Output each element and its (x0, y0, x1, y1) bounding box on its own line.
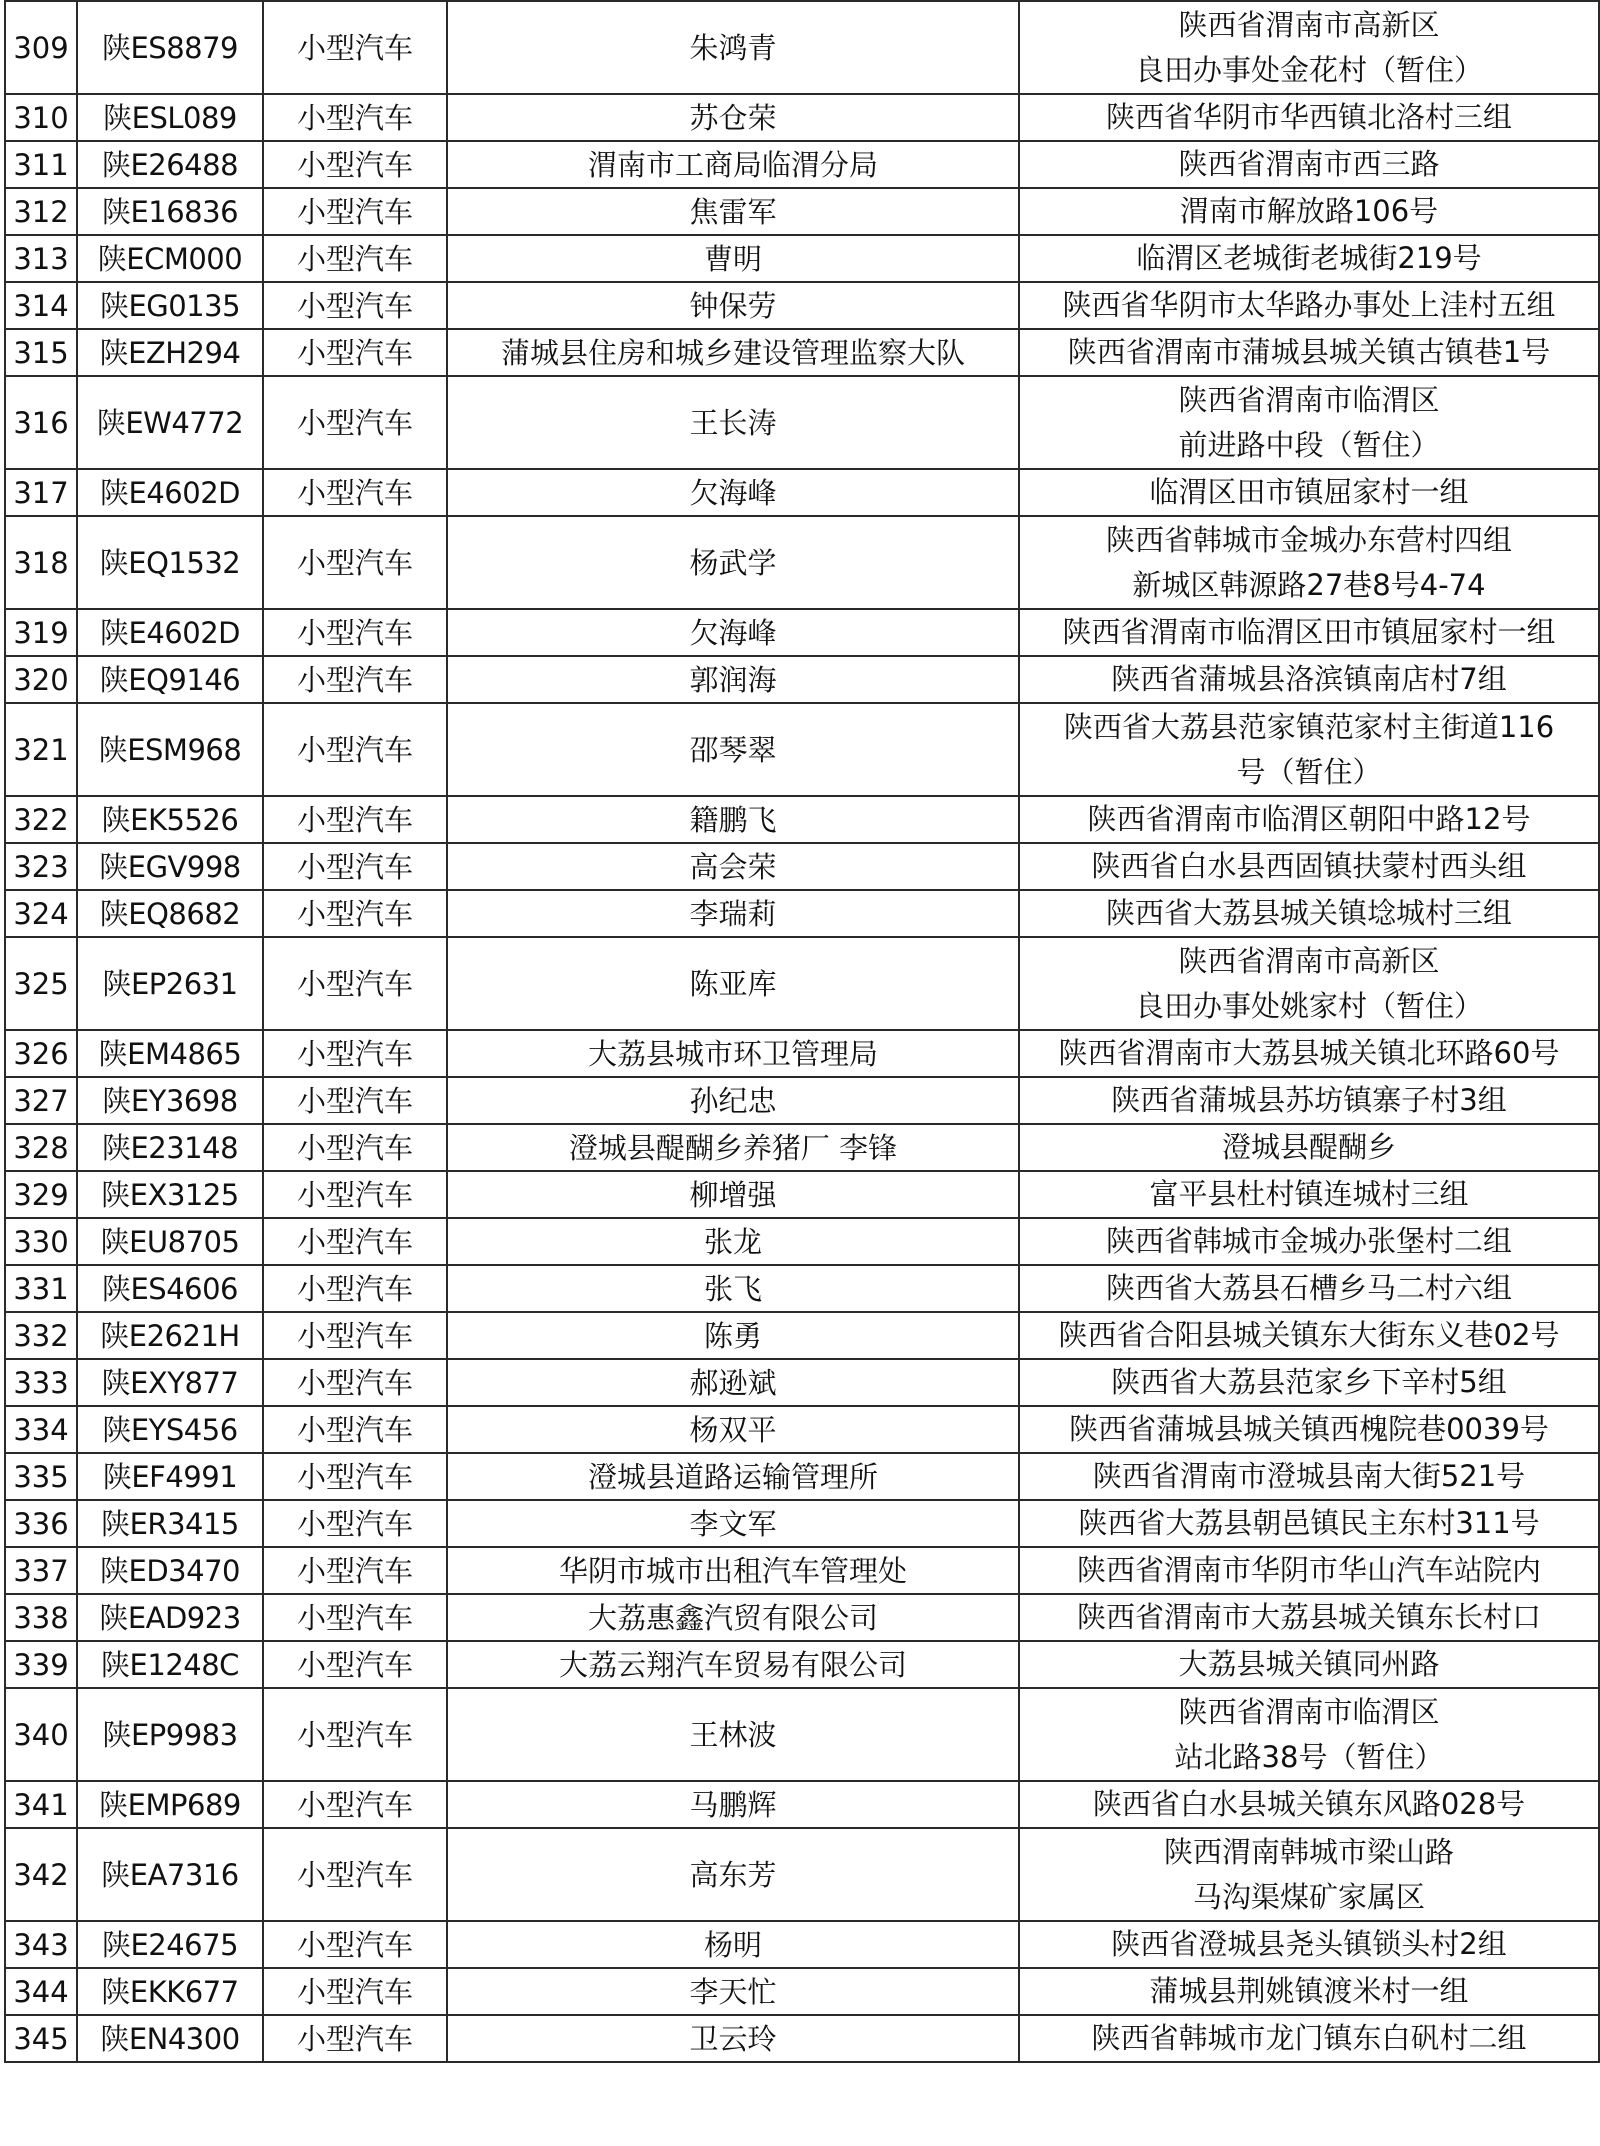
address-line: 陕西省白水县城关镇东风路028号 (1092, 1787, 1526, 1821)
table-row (5, 1921, 1599, 1968)
address-line: 陕西省渭南市临渭区 (1178, 382, 1440, 417)
address-line: 陕西省大荔县石槽乡马二村六组 (1105, 1271, 1512, 1305)
address-line: 陕西省渭南市高新区 (1178, 943, 1440, 978)
address-cell (1019, 1312, 1599, 1359)
plate-number: 陕ECM000 (77, 235, 263, 282)
address-cell (1019, 329, 1599, 376)
vehicle-type: 小型汽车 (263, 703, 447, 796)
address-line: 蒲城县荆姚镇渡米村一组 (1149, 1974, 1469, 2008)
address-cell (1019, 141, 1599, 188)
table-row (5, 1688, 1599, 1781)
row-number: 314 (5, 282, 77, 329)
owner-name: 柳增强 (447, 1171, 1019, 1218)
vehicle-type: 小型汽车 (263, 469, 447, 516)
table-row (5, 1359, 1599, 1406)
plate-number: 陕E2621H (77, 1312, 263, 1359)
owner-name: 焦雷军 (447, 188, 1019, 235)
address-line: 富平县杜村镇连城村三组 (1149, 1177, 1469, 1211)
vehicle-type: 小型汽车 (263, 1453, 447, 1500)
address-line: 陕西省华阴市太华路办事处上洼村五组 (1062, 288, 1556, 322)
vehicle-type: 小型汽车 (263, 1781, 447, 1828)
owner-name: 张龙 (447, 1218, 1019, 1265)
vehicle-type: 小型汽车 (263, 1921, 447, 1968)
plate-number: 陕EYS456 (77, 1406, 263, 1453)
row-number: 326 (5, 1030, 77, 1077)
owner-name: 邵琴翠 (447, 703, 1019, 796)
row-number: 327 (5, 1077, 77, 1124)
table-row (5, 282, 1599, 329)
plate-number: 陕E23148 (77, 1124, 263, 1171)
plate-number: 陕EM4865 (77, 1030, 263, 1077)
plate-number: 陕E4602D (77, 609, 263, 656)
table-row (5, 1641, 1599, 1688)
owner-name: 苏仓荣 (447, 94, 1019, 141)
address-cell (1019, 376, 1599, 469)
vehicle-table-body (5, 1, 1599, 2062)
plate-number: 陕ESL089 (77, 94, 263, 141)
address-cell (1019, 1218, 1599, 1265)
vehicle-type: 小型汽车 (263, 329, 447, 376)
address-cell (1019, 235, 1599, 282)
row-number: 313 (5, 235, 77, 282)
address-cell (1019, 937, 1599, 1030)
owner-name: 陈亚库 (447, 937, 1019, 1030)
table-row (5, 1968, 1599, 2015)
table-row (5, 609, 1599, 656)
plate-number: 陕EQ8682 (77, 890, 263, 937)
row-number: 340 (5, 1688, 77, 1781)
address-line: 良田办事处金花村（暂住） (1134, 52, 1483, 87)
vehicle-type: 小型汽车 (263, 1030, 447, 1077)
address-line: 渭南市解放路106号 (1179, 194, 1439, 228)
table-row (5, 1171, 1599, 1218)
table-row (5, 1030, 1599, 1077)
address-line: 陕西省韩城市金城办东营村四组 (1105, 522, 1512, 557)
address-cell (1019, 2015, 1599, 2062)
address-line: 陕西省渭南市澄城县南大街521号 (1092, 1459, 1526, 1493)
table-row (5, 1453, 1599, 1500)
vehicle-type: 小型汽车 (263, 890, 447, 937)
vehicle-type: 小型汽车 (263, 1171, 447, 1218)
address-line: 陕西省蒲城县洛滨镇南店村7组 (1111, 662, 1507, 696)
table-row (5, 1312, 1599, 1359)
owner-name: 曹明 (447, 235, 1019, 282)
row-number: 339 (5, 1641, 77, 1688)
row-number: 316 (5, 376, 77, 469)
vehicle-type: 小型汽车 (263, 188, 447, 235)
vehicle-type: 小型汽车 (263, 1641, 447, 1688)
row-number: 325 (5, 937, 77, 1030)
owner-name: 澄城县道路运输管理所 (447, 1453, 1019, 1500)
row-number: 310 (5, 94, 77, 141)
table-row (5, 141, 1599, 188)
address-line: 临渭区老城街老城街219号 (1136, 241, 1482, 275)
table-row (5, 188, 1599, 235)
address-cell (1019, 1968, 1599, 2015)
owner-name: 杨明 (447, 1921, 1019, 1968)
owner-name: 大荔惠鑫汽贸有限公司 (447, 1594, 1019, 1641)
plate-number: 陕EQ9146 (77, 656, 263, 703)
row-number: 309 (5, 1, 77, 94)
row-number: 311 (5, 141, 77, 188)
address-line: 临渭区田市镇屈家村一组 (1149, 475, 1469, 509)
vehicle-type: 小型汽车 (263, 376, 447, 469)
table-row (5, 937, 1599, 1030)
vehicle-type: 小型汽车 (263, 1547, 447, 1594)
address-cell (1019, 1828, 1599, 1921)
owner-name: 陈勇 (447, 1312, 1019, 1359)
row-number: 328 (5, 1124, 77, 1171)
vehicle-type: 小型汽车 (263, 1, 447, 94)
vehicle-type: 小型汽车 (263, 1968, 447, 2015)
address-cell (1019, 282, 1599, 329)
plate-number: 陕EGV998 (77, 843, 263, 890)
address-line: 澄城县醍醐乡 (1221, 1130, 1396, 1164)
table-row (5, 1781, 1599, 1828)
address-cell (1019, 1171, 1599, 1218)
address-cell (1019, 516, 1599, 609)
address-line: 陕西省澄城县尧头镇锁头村2组 (1111, 1927, 1507, 1961)
address-cell (1019, 1641, 1599, 1688)
address-line: 陕西省渭南市蒲城县城关镇古镇巷1号 (1067, 335, 1551, 369)
address-line: 站北路38号（暂住） (1174, 1739, 1444, 1774)
vehicle-type: 小型汽车 (263, 141, 447, 188)
address-line: 陕西省大荔县范家乡下辛村5组 (1111, 1365, 1507, 1399)
table-row (5, 796, 1599, 843)
plate-number: 陕EA7316 (77, 1828, 263, 1921)
table-row (5, 1500, 1599, 1547)
vehicle-type: 小型汽车 (263, 1359, 447, 1406)
owner-name: 郭润海 (447, 656, 1019, 703)
owner-name: 高东芳 (447, 1828, 1019, 1921)
row-number: 324 (5, 890, 77, 937)
address-cell (1019, 1359, 1599, 1406)
vehicle-type: 小型汽车 (263, 1218, 447, 1265)
row-number: 332 (5, 1312, 77, 1359)
plate-number: 陕E26488 (77, 141, 263, 188)
owner-name: 卫云玲 (447, 2015, 1019, 2062)
table-row (5, 1406, 1599, 1453)
table-row (5, 656, 1599, 703)
plate-number: 陕EP9983 (77, 1688, 263, 1781)
plate-number: 陕EP2631 (77, 937, 263, 1030)
vehicle-type: 小型汽车 (263, 1688, 447, 1781)
vehicle-type: 小型汽车 (263, 1265, 447, 1312)
address-cell (1019, 1781, 1599, 1828)
owner-name: 李瑞莉 (447, 890, 1019, 937)
owner-name: 李天忙 (447, 1968, 1019, 2015)
table-row (5, 1547, 1599, 1594)
row-number: 333 (5, 1359, 77, 1406)
row-number: 337 (5, 1547, 77, 1594)
address-line: 良田办事处姚家村（暂住） (1134, 988, 1483, 1023)
address-cell (1019, 1265, 1599, 1312)
address-line: 陕西省大荔县城关镇埝城村三组 (1105, 896, 1512, 930)
owner-name: 华阴市城市出租汽车管理处 (447, 1547, 1019, 1594)
vehicle-type: 小型汽车 (263, 516, 447, 609)
address-line: 陕西省渭南市大荔县城关镇东长村口 (1076, 1600, 1541, 1634)
address-cell (1019, 796, 1599, 843)
owner-name: 大荔县城市环卫管理局 (447, 1030, 1019, 1077)
address-line: 陕西省白水县西固镇扶蒙村西头组 (1091, 849, 1527, 883)
address-line: 陕西省渭南市华阴市华山汽车站院内 (1076, 1553, 1541, 1587)
address-line: 大荔县城关镇同州路 (1178, 1647, 1440, 1681)
row-number: 322 (5, 796, 77, 843)
address-line: 陕西省渭南市西三路 (1178, 147, 1440, 181)
owner-name: 欠海峰 (447, 609, 1019, 656)
owner-name: 渭南市工商局临渭分局 (447, 141, 1019, 188)
address-cell (1019, 1453, 1599, 1500)
owner-name: 郝逊斌 (447, 1359, 1019, 1406)
address-line: 马沟渠煤矿家属区 (1192, 1879, 1425, 1914)
table-row (5, 703, 1599, 796)
plate-number: 陕EG0135 (77, 282, 263, 329)
row-number: 344 (5, 1968, 77, 2015)
row-number: 321 (5, 703, 77, 796)
owner-name: 王林波 (447, 1688, 1019, 1781)
address-line: 陕西省渭南市高新区 (1178, 7, 1440, 42)
address-cell (1019, 1, 1599, 94)
plate-number: 陕EY3698 (77, 1077, 263, 1124)
row-number: 320 (5, 656, 77, 703)
owner-name: 欠海峰 (447, 469, 1019, 516)
owner-name: 李文军 (447, 1500, 1019, 1547)
row-number: 338 (5, 1594, 77, 1641)
address-cell (1019, 656, 1599, 703)
table-row (5, 1218, 1599, 1265)
row-number: 329 (5, 1171, 77, 1218)
address-line: 陕西省韩城市金城办张堡村二组 (1105, 1224, 1512, 1258)
vehicle-type: 小型汽车 (263, 1500, 447, 1547)
vehicle-type: 小型汽车 (263, 282, 447, 329)
plate-number: 陕EAD923 (77, 1594, 263, 1641)
owner-name: 籍鹏飞 (447, 796, 1019, 843)
table-row (5, 469, 1599, 516)
address-cell (1019, 1030, 1599, 1077)
row-number: 335 (5, 1453, 77, 1500)
plate-number: 陕E4602D (77, 469, 263, 516)
vehicle-type: 小型汽车 (263, 94, 447, 141)
vehicle-table (4, 0, 1600, 2063)
address-line: 陕西省大荔县范家镇范家村主街道116 (1063, 709, 1555, 744)
plate-number: 陕ER3415 (77, 1500, 263, 1547)
table-row (5, 329, 1599, 376)
address-cell (1019, 94, 1599, 141)
plate-number: 陕E24675 (77, 1921, 263, 1968)
plate-number: 陕EF4991 (77, 1453, 263, 1500)
address-cell (1019, 1594, 1599, 1641)
row-number: 341 (5, 1781, 77, 1828)
vehicle-type: 小型汽车 (263, 1828, 447, 1921)
vehicle-type: 小型汽车 (263, 796, 447, 843)
plate-number: 陕EW4772 (77, 376, 263, 469)
plate-number: 陕EK5526 (77, 796, 263, 843)
plate-number: 陕EZH294 (77, 329, 263, 376)
plate-number: 陕EQ1532 (77, 516, 263, 609)
plate-number: 陕E1248C (77, 1641, 263, 1688)
table-row (5, 1828, 1599, 1921)
address-cell (1019, 843, 1599, 890)
owner-name: 张飞 (447, 1265, 1019, 1312)
table-row (5, 376, 1599, 469)
vehicle-type: 小型汽车 (263, 843, 447, 890)
vehicle-type: 小型汽车 (263, 1077, 447, 1124)
owner-name: 杨武学 (447, 516, 1019, 609)
address-cell (1019, 1547, 1599, 1594)
row-number: 343 (5, 1921, 77, 1968)
address-cell (1019, 1921, 1599, 1968)
address-cell (1019, 469, 1599, 516)
address-cell (1019, 1077, 1599, 1124)
address-cell (1019, 188, 1599, 235)
vehicle-type: 小型汽车 (263, 2015, 447, 2062)
owner-name: 朱鸿青 (447, 1, 1019, 94)
address-line: 陕西省蒲城县苏坊镇寨子村3组 (1111, 1083, 1507, 1117)
row-number: 342 (5, 1828, 77, 1921)
address-line: 陕西省渭南市大荔县城关镇北环路60号 (1058, 1036, 1560, 1070)
address-cell (1019, 1124, 1599, 1171)
row-number: 330 (5, 1218, 77, 1265)
plate-number: 陕EKK677 (77, 1968, 263, 2015)
row-number: 336 (5, 1500, 77, 1547)
address-line: 号（暂住） (1236, 754, 1382, 789)
vehicle-type: 小型汽车 (263, 609, 447, 656)
address-line: 陕西省渭南市临渭区朝阳中路12号 (1087, 802, 1531, 836)
plate-number: 陕E16836 (77, 188, 263, 235)
owner-name: 马鹏辉 (447, 1781, 1019, 1828)
address-line: 陕西省蒲城县城关镇西槐院巷0039号 (1069, 1412, 1549, 1446)
plate-number: 陕EN4300 (77, 2015, 263, 2062)
plate-number: 陕ES4606 (77, 1265, 263, 1312)
vehicle-type: 小型汽车 (263, 1312, 447, 1359)
table-row (5, 2015, 1599, 2062)
row-number: 334 (5, 1406, 77, 1453)
row-number: 319 (5, 609, 77, 656)
vehicle-type: 小型汽车 (263, 656, 447, 703)
owner-name: 杨双平 (447, 1406, 1019, 1453)
address-line: 陕西渭南韩城市梁山路 (1163, 1834, 1454, 1869)
address-cell (1019, 703, 1599, 796)
address-line: 新城区韩源路27巷8号4-74 (1132, 567, 1486, 602)
address-line: 陕西省合阳县城关镇东大街东义巷02号 (1058, 1318, 1560, 1352)
owner-name: 澄城县醍醐乡养猪厂 李锋 (447, 1124, 1019, 1171)
owner-name: 蒲城县住房和城乡建设管理监察大队 (447, 329, 1019, 376)
row-number: 323 (5, 843, 77, 890)
plate-number: 陕EU8705 (77, 1218, 263, 1265)
address-line: 陕西省渭南市临渭区田市镇屈家村一组 (1062, 615, 1556, 649)
plate-number: 陕EMP689 (77, 1781, 263, 1828)
address-line: 陕西省大荔县朝邑镇民主东村311号 (1078, 1506, 1540, 1540)
table-row (5, 843, 1599, 890)
table-row (5, 94, 1599, 141)
vehicle-type: 小型汽车 (263, 235, 447, 282)
table-row (5, 1265, 1599, 1312)
plate-number: 陕ES8879 (77, 1, 263, 94)
plate-number: 陕EX3125 (77, 1171, 263, 1218)
owner-name: 大荔云翔汽车贸易有限公司 (447, 1641, 1019, 1688)
vehicle-type: 小型汽车 (263, 1124, 447, 1171)
row-number: 345 (5, 2015, 77, 2062)
row-number: 315 (5, 329, 77, 376)
address-line: 前进路中段（暂住） (1178, 427, 1440, 462)
address-cell (1019, 1688, 1599, 1781)
table-row (5, 1, 1599, 94)
address-cell (1019, 609, 1599, 656)
owner-name: 王长涛 (447, 376, 1019, 469)
address-cell (1019, 1500, 1599, 1547)
plate-number: 陕EXY877 (77, 1359, 263, 1406)
owner-name: 孙纪忠 (447, 1077, 1019, 1124)
owner-name: 高会荣 (447, 843, 1019, 890)
row-number: 312 (5, 188, 77, 235)
address-line: 陕西省韩城市龙门镇东白矾村二组 (1091, 2021, 1527, 2055)
plate-number: 陕ED3470 (77, 1547, 263, 1594)
row-number: 318 (5, 516, 77, 609)
address-line: 陕西省渭南市临渭区 (1178, 1694, 1440, 1729)
table-row (5, 516, 1599, 609)
vehicle-type: 小型汽车 (263, 1594, 447, 1641)
vehicle-type: 小型汽车 (263, 1406, 447, 1453)
owner-name: 钟保劳 (447, 282, 1019, 329)
plate-number: 陕ESM968 (77, 703, 263, 796)
table-row (5, 235, 1599, 282)
row-number: 317 (5, 469, 77, 516)
row-number: 331 (5, 1265, 77, 1312)
table-row (5, 1077, 1599, 1124)
address-cell (1019, 1406, 1599, 1453)
address-line: 陕西省华阴市华西镇北洛村三组 (1105, 100, 1512, 134)
table-row (5, 1124, 1599, 1171)
vehicle-type: 小型汽车 (263, 937, 447, 1030)
table-row (5, 890, 1599, 937)
table-row (5, 1594, 1599, 1641)
address-cell (1019, 890, 1599, 937)
